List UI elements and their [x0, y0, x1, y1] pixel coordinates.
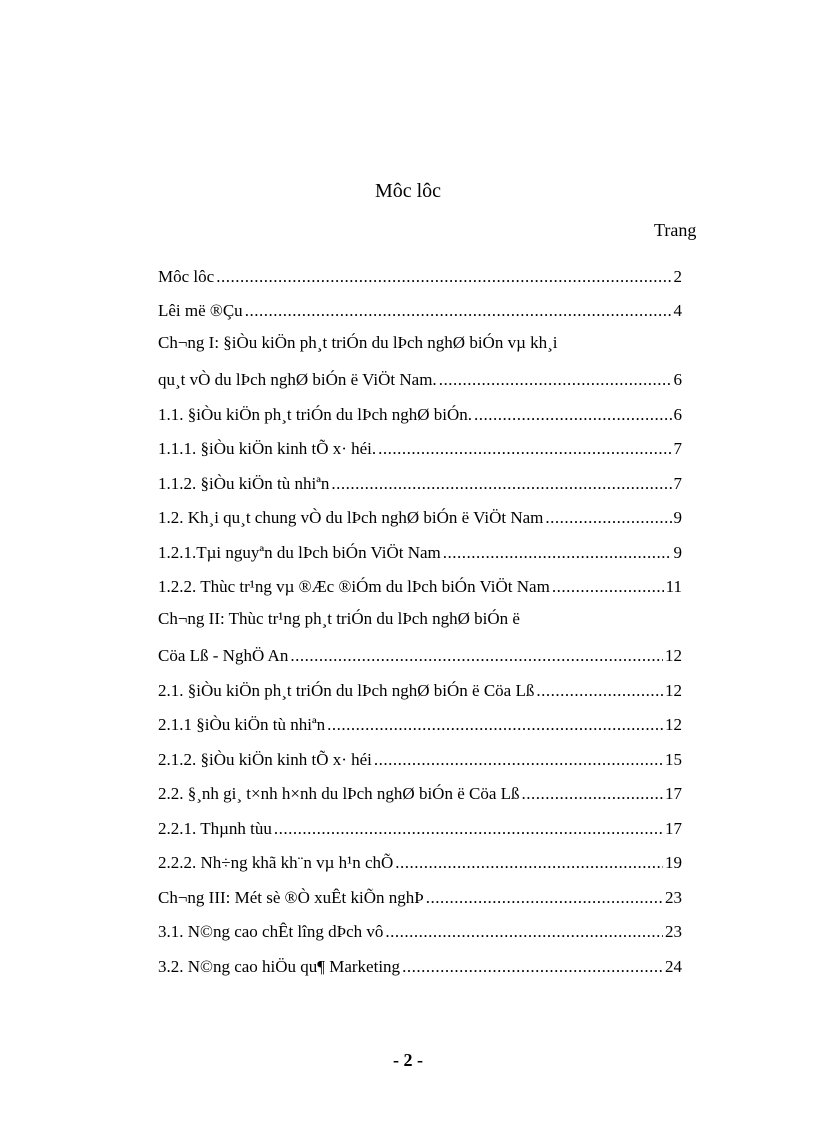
toc-entry-page: 24: [665, 956, 682, 976]
toc-entry-label: 1.1.1. §iÒu kiÖn kinh tÕ x· héi.: [158, 439, 377, 458]
dot-leader: [378, 439, 671, 459]
toc-entry-page: 2: [673, 266, 682, 286]
toc-entry-label: Cöa Lß - NghÖ An: [158, 646, 289, 665]
dot-leader: [426, 888, 663, 908]
toc-entry-label: 1.2. Kh¸i qu¸t chung vÒ du lÞch nghØ biÓn ë ViÖt Nam: [158, 508, 544, 527]
toc-entry-page: 9: [673, 542, 682, 562]
toc-entry-label: 2.2.1. Thµnh tùu: [158, 818, 272, 838]
toc-entry: [158, 770, 682, 805]
toc-entry-label: 2.1.2. §iÒu kiÖn kinh tÕ x· héi: [158, 749, 372, 769]
toc-entry-page: 19: [665, 853, 682, 872]
dot-leader: [439, 370, 672, 390]
dot-leader: [536, 681, 663, 701]
toc-entry-label: qu¸t vÒ du lÞch nghØ biÓn ë ViÖt Nam.: [158, 370, 437, 389]
dot-leader: [474, 405, 671, 425]
toc-entry: [158, 321, 682, 356]
toc-entry: [158, 735, 682, 770]
dot-leader: [374, 750, 663, 770]
dot-leader: [331, 474, 671, 494]
toc-entry-page: 9: [673, 508, 682, 527]
toc-entry-label: Ch¬ng III: Mét sè ®Ò xuÊt kiÕn nghÞ: [158, 887, 424, 907]
toc-entry-label: 3.1. N©ng cao chÊt lîng dÞch vô: [158, 922, 384, 941]
dot-leader: [545, 508, 671, 528]
toc-entry-label: 1.2.2. Thùc tr¹ng vµ ®Æc ®iÓm du lÞch biÓn ViÖt Nam: [158, 577, 550, 596]
dot-leader: [290, 646, 663, 666]
toc-entry: [158, 632, 682, 667]
dot-leader: [395, 853, 663, 873]
toc-entry-page: 4: [673, 301, 682, 320]
toc-entry-page: 23: [665, 887, 682, 907]
toc-entry: [158, 459, 682, 494]
dot-leader: [274, 819, 663, 839]
toc-entry-page: 6: [673, 370, 682, 389]
toc-entry: [158, 908, 682, 943]
toc-entry-label: Ch¬ng I: §iÒu kiÖn ph¸t triÓn du lÞch nghØ biÓn vµ kh¸i: [158, 333, 558, 352]
toc-entry: [158, 839, 682, 874]
table-of-contents: [158, 252, 682, 977]
toc-entry-label: 2.2. §¸nh gi¸ t×nh h×nh du lÞch nghØ biÓn ë Cöa Lß: [158, 784, 520, 803]
dot-leader: [216, 267, 671, 287]
toc-entry: [158, 597, 682, 632]
toc-entry-label: 1.1.2. §iÒu kiÖn tù nhiªn: [158, 473, 330, 493]
toc-entry: [158, 356, 682, 391]
dot-leader: [327, 715, 663, 735]
toc-entry-label: Ch¬ng II: Thùc tr¹ng ph¸t triÓn du lÞch nghØ biÓn ë: [158, 609, 520, 628]
dot-leader: [552, 577, 664, 597]
toc-entry: [158, 942, 682, 977]
toc-entry-label: 2.1.1 §iÒu kiÖn tù nhiªn: [158, 715, 326, 734]
toc-entry-page: 11: [665, 577, 682, 596]
toc-entry-page: 17: [665, 818, 682, 838]
toc-entry-page: 7: [673, 439, 682, 458]
toc-entry: [158, 873, 682, 908]
toc-entry-page: 6: [673, 404, 682, 424]
toc-entry: [158, 666, 682, 701]
toc-entry: [158, 494, 682, 529]
toc-entry-label: 2.1. §iÒu kiÖn ph¸t triÓn du lÞch nghØ biÓn ë Cöa Lß: [158, 680, 535, 700]
toc-entry-page: 12: [665, 680, 682, 700]
toc-entry-page: 17: [665, 784, 682, 803]
toc-entry-page: 7: [673, 473, 682, 493]
toc-entry: [158, 390, 682, 425]
toc-entry-page: 12: [665, 715, 682, 734]
toc-entry: [158, 528, 682, 563]
toc-entry-label: 3.2. N©ng cao hiÖu qu¶ Marketing: [158, 956, 401, 976]
toc-entry-label: Môc lôc: [158, 266, 215, 286]
dot-leader: [522, 784, 663, 804]
toc-entry-label: 1.1. §iÒu kiÖn ph¸t triÓn du lÞch nghØ biÓn.: [158, 404, 473, 424]
toc-entry: [158, 425, 682, 460]
page-column-label: Trang: [654, 220, 697, 240]
toc-title: Môc lôc: [374, 180, 442, 202]
dot-leader: [385, 922, 663, 942]
toc-entry: [158, 252, 682, 287]
toc-entry: [158, 804, 682, 839]
toc-entry-label: 1.2.1.Tµi nguyªn du lÞch biÓn ViÖt Nam: [158, 542, 441, 562]
toc-entry-label: 2.2.2. Nh÷ng khã kh¨n vµ h¹n chÕ: [158, 853, 394, 872]
dot-leader: [443, 543, 672, 563]
toc-entry: [158, 563, 682, 598]
dot-leader: [402, 957, 663, 977]
toc-entry: [158, 287, 682, 322]
page-number-footer: - 2 -: [393, 1050, 423, 1070]
dot-leader: [245, 301, 672, 321]
toc-entry-label: Lêi më ®Çu: [158, 301, 243, 320]
toc-entry-page: 12: [665, 646, 682, 665]
toc-entry-page: 15: [665, 749, 682, 769]
toc-entry: [158, 701, 682, 736]
toc-entry-page: 23: [665, 922, 682, 941]
